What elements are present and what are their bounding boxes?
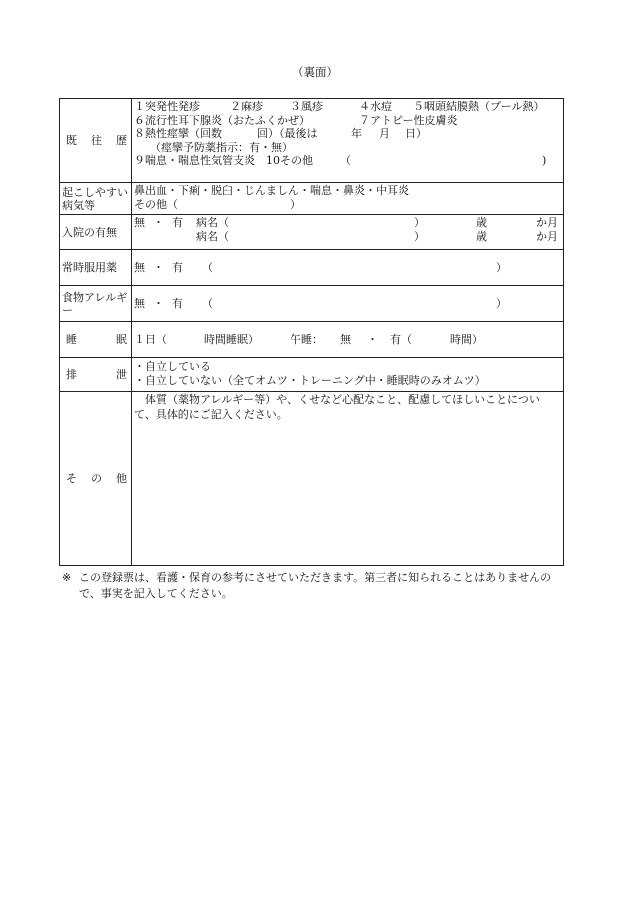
other-instruction: 体質（薬物アレルギー等）や、くせなど心配なこと、配慮してほしいことについて、具体的にご記入ください。 <box>134 393 540 421</box>
toilet-label: 排 泄 <box>60 358 132 392</box>
prone-other-close: ） <box>290 197 301 211</box>
toilet-option-independent: ・自立している <box>134 360 211 373</box>
medication-content[interactable] <box>132 250 564 286</box>
allergy-content[interactable] <box>132 286 564 322</box>
history-item-10: 10その他 <box>266 154 313 167</box>
nap-dot: ・ <box>367 332 378 346</box>
toilet-row <box>60 358 564 392</box>
other-content[interactable] <box>132 392 564 566</box>
prone-label: 起こしやすい病気等 <box>60 183 132 215</box>
history-item-1: １突発性発疹 <box>134 100 200 113</box>
history-item-8-day: 日） <box>405 127 427 140</box>
medication-open: （ <box>202 260 213 274</box>
hospital-row <box>60 215 564 250</box>
hospital-label: 入院の有無 <box>60 215 132 250</box>
hospital-close-1: ） <box>414 216 425 229</box>
hospital-close-2: ） <box>414 229 425 243</box>
footnote <box>62 570 567 602</box>
history-row <box>60 99 564 183</box>
history-item-3: ３風疹 <box>290 100 323 113</box>
medication-row <box>60 250 564 286</box>
hospital-age-1: 歳 <box>476 216 487 229</box>
allergy-choice: 無・有 <box>134 296 191 310</box>
sleep-hours: 時間睡眠） <box>204 332 259 346</box>
medication-label: 常時服用薬 <box>60 250 132 286</box>
history-item-8-month: 月 <box>379 127 390 140</box>
nap-yes: 有（ <box>390 332 412 346</box>
sleep-day: １日（ <box>134 332 167 346</box>
page-heading: （裏面） <box>292 65 338 79</box>
nap-hours: 時間） <box>450 332 483 346</box>
nap-none: 無 <box>340 332 351 346</box>
nap-label: 午睡： <box>290 332 323 346</box>
allergy-close: ） <box>496 296 507 310</box>
history-label: 既 往 歴 <box>60 99 132 183</box>
other-row <box>60 392 564 566</box>
hospital-month-2: か月 <box>536 229 558 243</box>
prone-content[interactable] <box>132 183 564 215</box>
history-item-4: ４水痘 <box>359 100 392 113</box>
note-text: この登録票は、看護・保育の参考にさせていただきます。第三者に知られることはありませんので、事実を記入してください。 <box>79 571 552 600</box>
history-item-8: ８熱性痙攣（回数 <box>134 127 222 140</box>
hospital-choice: 無・有 <box>134 216 191 229</box>
history-other-open: （ <box>340 154 351 167</box>
history-item-9: ９喘息・喘息性気管支炎 <box>134 154 255 167</box>
toilet-option-not-independent: ・自立していない（全てオムツ・トレーニング中・睡眠時のみオムツ） <box>134 373 486 387</box>
medication-choice: 無・有 <box>134 260 191 274</box>
registration-form-table <box>59 98 564 566</box>
hospital-disease-2: 病名（ <box>196 229 229 243</box>
hospital-content[interactable] <box>132 215 564 250</box>
allergy-row <box>60 286 564 322</box>
history-item-6: ６流行性耳下腺炎（おたふくかぜ） <box>134 113 310 127</box>
note-mark: ※ <box>62 571 72 584</box>
prone-list: 鼻出血・下痢・脱臼・じんましん・喘息・鼻炎・中耳炎 <box>134 184 409 197</box>
sleep-row <box>60 322 564 358</box>
history-item-8-prescription: （痙攣予防薬指示：有・無） <box>150 140 293 154</box>
history-content[interactable] <box>132 99 564 183</box>
hospital-disease-1: 病名（ <box>196 216 229 229</box>
hospital-month-1: か月 <box>536 216 558 229</box>
history-item-5: ５咽頭結膜熱（プール熱） <box>413 100 545 113</box>
history-item-8-year: 年 <box>351 127 362 140</box>
medication-close: ） <box>496 260 507 274</box>
history-item-2: ２麻疹 <box>230 100 263 113</box>
sleep-label: 睡 眠 <box>60 322 132 358</box>
history-item-7: ７アトピー性皮膚炎 <box>359 113 458 127</box>
other-label: そ の 他 <box>60 392 132 566</box>
history-item-8-count: 回）（最後は <box>257 127 318 140</box>
history-other-close: ) <box>542 154 547 167</box>
allergy-open: （ <box>202 296 213 310</box>
hospital-age-2: 歳 <box>476 229 487 243</box>
prone-other-open: その他（ <box>134 197 178 211</box>
sleep-content[interactable] <box>132 322 564 358</box>
prone-row <box>60 183 564 215</box>
toilet-content[interactable] <box>132 358 564 392</box>
allergy-label: 食物アレルギー <box>60 286 132 322</box>
